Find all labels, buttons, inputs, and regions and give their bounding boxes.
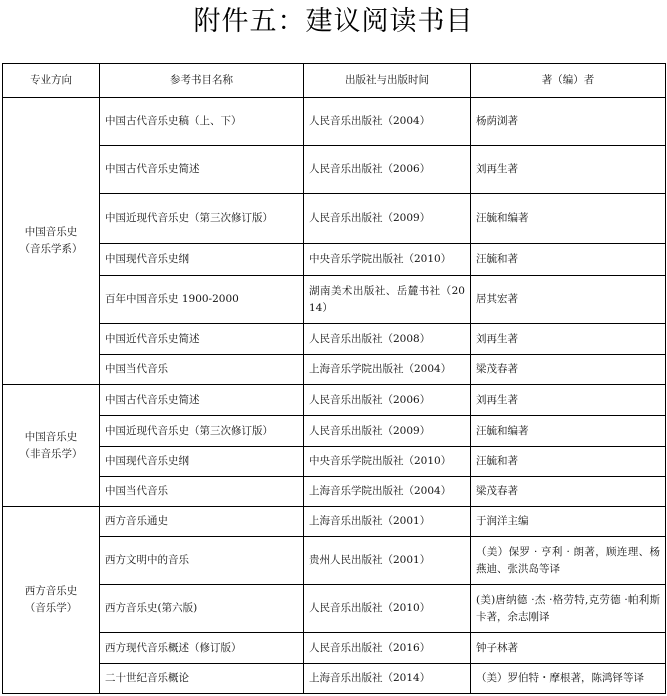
table-row: [3, 507, 666, 537]
book-cell: 中国古代音乐史简述: [100, 146, 304, 194]
book-cell: 西方文明中的音乐: [100, 537, 304, 585]
publisher-cell: 中央音乐学院出版社（2010）: [304, 447, 471, 477]
publisher-cell: 人民音乐出版社（2010）: [304, 585, 471, 633]
header-publisher: 出版社与出版时间: [304, 64, 471, 98]
book-cell: 中国近代音乐史简述: [100, 324, 304, 355]
author-cell: （美）罗伯特・摩根著，陈鸿铎等译: [471, 664, 666, 694]
table-row: [3, 194, 666, 244]
publisher-cell: 湖南美术出版社、岳麓书社（2014）: [304, 276, 471, 324]
publisher-cell: 人民音乐出版社（2006）: [304, 385, 471, 416]
table-header-row: [3, 64, 666, 98]
table-row: [3, 324, 666, 355]
category-cell: [3, 385, 100, 507]
publisher-cell: 上海音乐出版社（2001）: [304, 507, 471, 537]
book-cell: 中国古代音乐史稿（上、下）: [100, 98, 304, 146]
book-cell: 中国现代音乐史纲: [100, 447, 304, 477]
author-cell: 钟子林著: [471, 633, 666, 664]
book-cell: 中国当代音乐: [100, 355, 304, 385]
author-cell: 汪毓和编著: [471, 416, 666, 447]
table-row: [3, 355, 666, 385]
book-cell: 西方现代音乐概述（修订版）: [100, 633, 304, 664]
author-cell: 刘再生著: [471, 146, 666, 194]
category-line: （音乐学系）: [19, 243, 83, 255]
author-cell: （美）保罗 · 亨利 · 朗著，顾连理、杨燕迪、张洪岛等译: [471, 537, 666, 585]
category-line: 中国音乐史: [24, 226, 78, 238]
header-major: 专业方向: [3, 64, 100, 98]
table-row: [3, 633, 666, 664]
table-row: [3, 447, 666, 477]
publisher-cell: 人民音乐出版社（2009）: [304, 194, 471, 244]
author-cell: 居其宏著: [471, 276, 666, 324]
book-cell: 西方音乐通史: [100, 507, 304, 537]
book-cell: 二十世纪音乐概论: [100, 664, 304, 694]
table-row: [3, 244, 666, 276]
book-cell: 中国古代音乐史简述: [100, 385, 304, 416]
publisher-cell: 中央音乐学院出版社（2010）: [304, 244, 471, 276]
publisher-cell: 人民音乐出版社（2009）: [304, 416, 471, 447]
book-cell: 中国现代音乐史纲: [100, 244, 304, 276]
book-cell: 中国当代音乐: [100, 477, 304, 507]
table-row: [3, 385, 666, 416]
publisher-cell: 贵州人民出版社（2001）: [304, 537, 471, 585]
publisher-cell: 上海音乐学院出版社（2004）: [304, 355, 471, 385]
author-cell: 杨荫浏著: [471, 98, 666, 146]
table-row: [3, 276, 666, 324]
category-cell: [3, 507, 100, 694]
table-row: [3, 664, 666, 694]
page-title: 附件五：建议阅读书目: [193, 6, 474, 37]
publisher-cell: 人民音乐出版社（2006）: [304, 146, 471, 194]
author-cell: 刘再生著: [471, 324, 666, 355]
category-line: （音乐学）: [24, 602, 78, 614]
publisher-cell: 上海音乐出版社（2014）: [304, 664, 471, 694]
book-cell: 中国近现代音乐史（第三次修订版）: [100, 416, 304, 447]
table-row: [3, 416, 666, 447]
table-row: [3, 98, 666, 146]
author-cell: 梁茂春著: [471, 477, 666, 507]
author-cell: 刘再生著: [471, 385, 666, 416]
publisher-cell: 人民音乐出版社（2004）: [304, 98, 471, 146]
author-cell: 汪毓和编著: [471, 194, 666, 244]
category-line: 中国音乐史: [24, 430, 78, 443]
publisher-cell: 人民音乐出版社（2008）: [304, 324, 471, 355]
author-cell: 梁茂春著: [471, 355, 666, 385]
table-row: [3, 537, 666, 585]
table-row: [3, 477, 666, 507]
table-row: [3, 146, 666, 194]
table-body: [3, 64, 666, 694]
author-cell: 汪毓和著: [471, 244, 666, 276]
header-book-title: 参考书目名称: [100, 64, 304, 98]
author-cell: 汪毓和著: [471, 447, 666, 477]
category-line: 西方音乐史: [24, 585, 78, 597]
category-line: （非音乐学）: [19, 447, 83, 460]
book-cell: 百年中国音乐史 1900-2000: [100, 276, 304, 324]
category-cell: [3, 98, 100, 385]
book-cell: 中国近现代音乐史（第三次修订版）: [100, 194, 304, 244]
publisher-cell: 人民音乐出版社（2016）: [304, 633, 471, 664]
book-cell: 西方音乐史(第六版): [100, 585, 304, 633]
reading-list-table: [2, 63, 666, 694]
header-author: 著（编）者: [471, 64, 666, 98]
table-row: [3, 585, 666, 633]
author-cell: 于润洋主编: [471, 507, 666, 537]
author-cell: (美)唐纳德 ·杰 ·格劳特,克劳德 ·帕利斯卡著，余志刚译: [471, 585, 666, 633]
publisher-cell: 上海音乐学院出版社（2004）: [304, 477, 471, 507]
